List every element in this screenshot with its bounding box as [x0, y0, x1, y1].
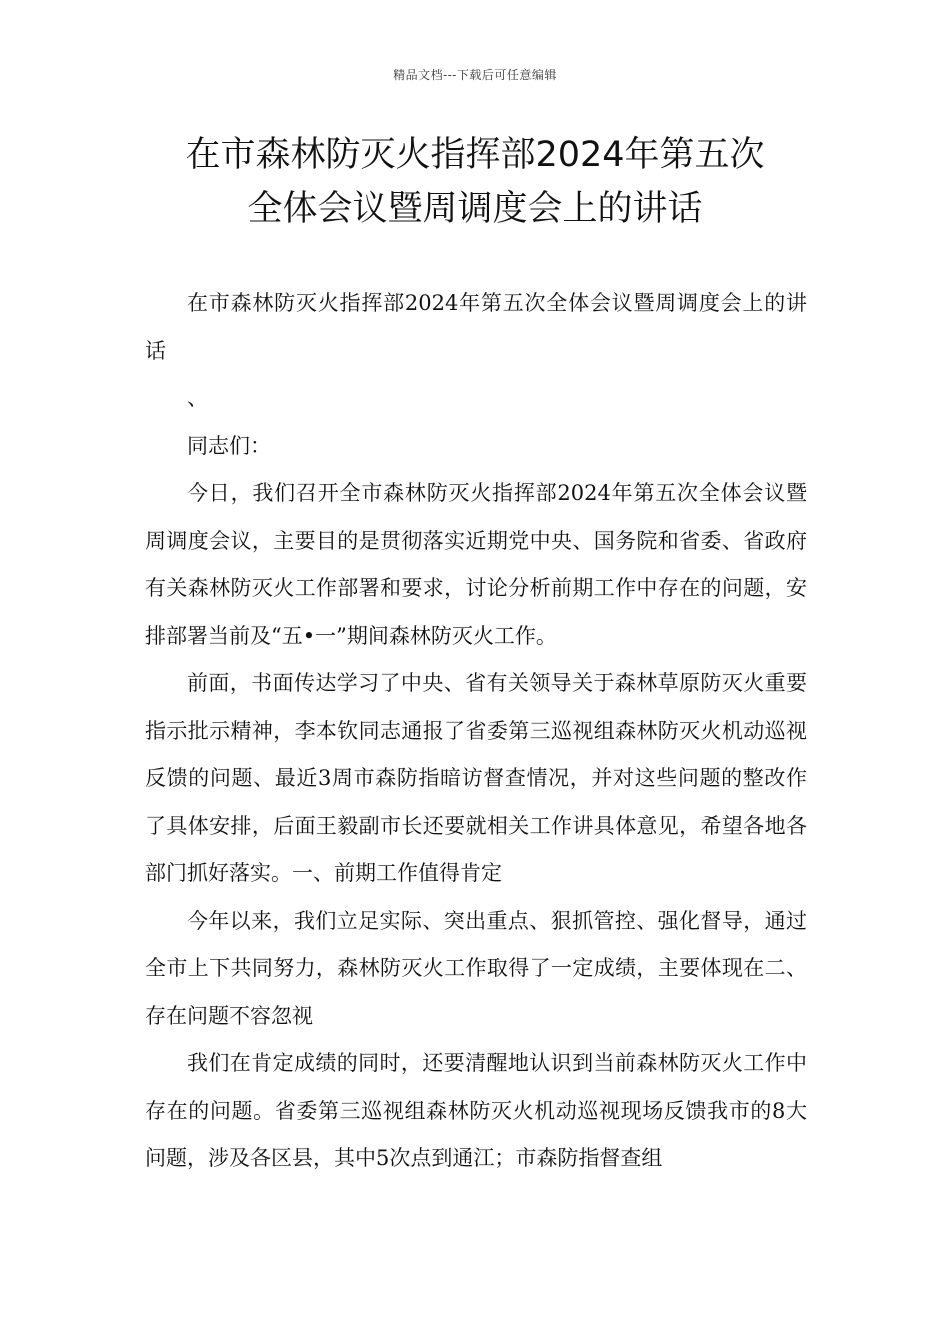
paragraph-problems: 我们在肯定成绩的同时，还要清醒地认识到当前森林防灭火工作中存在的问题。省委第三巡视组森林防灭火机动巡视现场反馈我市的8大问题，涉及各区县，其中5次点到通江；市森防指督查组 — [145, 1051, 807, 1170]
paragraph-review: 前面，书面传达学习了中央、省有关领导关于森林草原防灭火重要指示批示精神，李本钦同志通报了省委第三巡视组森林防灭火机动巡视反馈的问题、最近3周市森防指暗访督查情况，并对这些问题的整改作了具体安排，后面王毅副市长还要就相关工作讲具体意见，希望各地各部门抓好落实。一、前期工作值得肯定 — [145, 671, 807, 885]
paragraph-repeated-title: 在市森林防灭火指挥部2024年第五次全体会议暨周调度会上的讲话 — [145, 291, 807, 363]
paragraph-achievements: 今年以来，我们立足实际、突出重点、狠抓管控、强化督导，通过全市上下共同努力，森林防灭火工作取得了一定成绩，主要体现在二、存在问题不容忽视 — [145, 908, 807, 1028]
document-title-line-1: 在市森林防灭火指挥部2024年第五次 — [185, 135, 765, 175]
paragraph-salutation: 同志们： — [187, 433, 271, 458]
header-note: 精品文档---下载后可任意编辑 — [393, 68, 557, 82]
document-body — [145, 280, 807, 1183]
document-title-line-2: 全体会议暨周调度会上的讲话 — [247, 189, 703, 229]
paragraph-opening: 今日，我们召开全市森林防灭火指挥部2024年第五次全体会议暨周调度会议，主要目的是贯彻落实近期党中央、国务院和省委、省政府有关森林防灭火工作部署和要求，讨论分析前期工作中存在的问题，安排部署当前及“五•一”期间森林防灭火工作。 — [145, 481, 807, 648]
document-title — [120, 128, 830, 236]
paragraph-punctuation: 、 — [187, 386, 208, 410]
